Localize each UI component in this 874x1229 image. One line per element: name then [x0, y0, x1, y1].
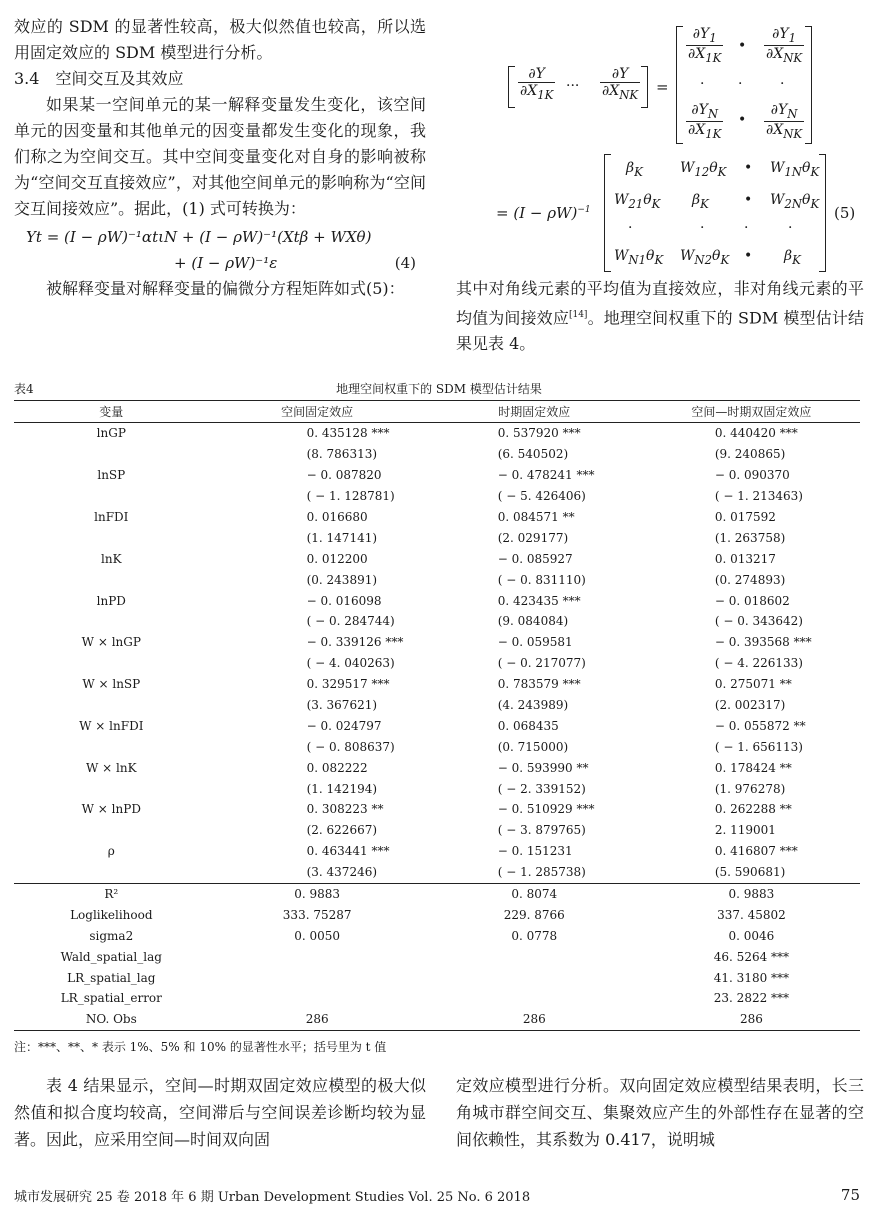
table-row: [14, 799, 860, 820]
coefficient-cell: − 0. 339126 ***: [306, 635, 404, 650]
statistic-name: LR_spatial_error: [60, 991, 162, 1006]
coefficient-cell: 0. 308223 **: [306, 802, 384, 817]
statistic-cell: 41. 3180 ***: [713, 970, 790, 985]
coefficient-cell: 0. 463441 ***: [306, 844, 390, 859]
statistic-cell: 229. 8766: [503, 907, 565, 922]
empty-cell: [14, 527, 209, 548]
coefficient-cell: 0. 084571 **: [497, 510, 575, 524]
effects-matrix: $\beta_K$ $W_{12}\theta_K$ • $W_{1N}\theta_K$ $W_{21}\theta_K$ $\beta_K$ • $W_{2N}\theta_K$ · · · · $W_{N1}\theta_K$ $W_{N2}\theta_K$ • $\beta_K$: [604, 154, 826, 272]
journal-info: 城市发展研究 25 卷 2018 年 6 期 Urban Development Studies Vol. 25 No. 6 2018: [14, 1190, 531, 1205]
left-column-bottom: [14, 1072, 426, 1153]
table-row: [14, 632, 860, 653]
table-title: 地理空间权重下的 SDM 模型估计结果: [336, 382, 542, 396]
variable-name: W × lnK: [86, 760, 137, 775]
column-header: 空间固定效应: [209, 401, 426, 423]
statistic-name: Loglikelihood: [70, 907, 153, 922]
statistic-cell: 286: [643, 1009, 860, 1030]
table-row: [14, 569, 860, 590]
results-table: [14, 400, 860, 1031]
t-value-cell: ( − 0. 808637): [306, 739, 395, 754]
coefficient-cell: 0. 440420 ***: [714, 426, 798, 441]
t-value-cell: ( − 5. 426406): [497, 489, 586, 504]
statistic-cell: [426, 988, 643, 1009]
statistic-name: sigma2: [89, 928, 134, 943]
statistic-cell: [209, 967, 426, 988]
coefficient-cell: − 0. 151231: [497, 844, 573, 859]
column-header: 时期固定效应: [426, 401, 643, 423]
t-value-cell: ( − 1. 656113): [714, 739, 803, 754]
table-row: [14, 862, 860, 883]
paragraph: 表 4 结果显示，空间—时期双固定效应模型的极大似然值和拟合度均较高，空间滞后与空间误差诊断均较为显著。因此，应采用空间—时间双向固: [14, 1076, 426, 1149]
table-row: [14, 486, 860, 507]
variable-name: lnSP: [97, 468, 126, 483]
t-value-cell: ( − 0. 343642): [714, 614, 803, 629]
t-value-cell: (3. 437246): [306, 865, 378, 880]
table-row: [14, 715, 860, 736]
empty-cell: [14, 486, 209, 507]
empty-cell: [14, 611, 209, 632]
table-note: 注：***、**、* 表示 1%、5% 和 10% 的显著性水平；括号里为 t 值: [14, 1040, 387, 1054]
t-value-cell: ( − 0. 284744): [306, 614, 395, 629]
table-row: [14, 904, 860, 925]
variable-name: W × lnPD: [81, 802, 141, 817]
coefficient-cell: − 0. 018602: [714, 593, 790, 608]
coefficient-cell: − 0. 393568 ***: [714, 635, 812, 650]
empty-cell: [14, 444, 209, 465]
jacobian-row-vector: $\frac{\partial Y}{\partial X_{1K}}$ ··· ∂Y $\partial X_{NK}$: [508, 66, 648, 110]
coefficient-cell: 0. 082222: [306, 760, 368, 775]
statistic-cell: [209, 946, 426, 967]
empty-cell: [14, 569, 209, 590]
jacobian-matrix: $\frac{\partial Y_1}{\partial X_{1K}}$ • $\partial Y_1$ $\partial X_{NK}$ · · · $\frac{\partial Y_N}{\partial X_{1K}}$ • $\partial Y_N$ $\partial X_{NK}$: [676, 26, 812, 144]
coefficient-cell: 0. 012200: [306, 551, 368, 566]
coefficient-cell: − 0. 593990 **: [497, 760, 589, 775]
table-row: [14, 590, 860, 611]
paragraph: 如果某一空间单元的某一解释变量发生变化，该空间单元的因变量和其他单元的因变量都发生变化的现象，我们称之为空间交互。其中空间变量变化对自身的影响被称为“空间交互直接效应”，对其他空间单元的影响称为“空间交互间接效应”。据此，(1) 式可转换为：: [14, 95, 426, 218]
statistic-cell: [426, 946, 643, 967]
empty-cell: [14, 820, 209, 841]
coefficient-cell: 0. 262288 **: [714, 802, 792, 817]
statistic-cell: [426, 967, 643, 988]
statistic-cell: 333. 75287: [282, 907, 352, 922]
coefficient-cell: 0. 423435 ***: [497, 593, 581, 608]
variable-name: lnK: [101, 551, 122, 566]
statistic-name: LR_spatial_lag: [67, 970, 156, 985]
table-row: [14, 988, 860, 1009]
t-value-cell: (0. 243891): [306, 572, 378, 587]
t-value-cell: (3. 367621): [306, 698, 378, 713]
coefficient-cell: 0. 537920 ***: [497, 426, 581, 441]
table-row: [14, 1009, 860, 1030]
table-header-row: [14, 401, 860, 423]
t-value-cell: (4. 243989): [497, 698, 569, 713]
t-value-cell: (2. 029177): [497, 530, 569, 545]
t-value-cell: (8. 786313): [306, 447, 378, 462]
coefficient-cell: − 0. 510929 ***: [497, 802, 595, 817]
equation-4-line2-text: + (I − ρW)⁻¹ε: [174, 254, 278, 272]
t-value-cell: (1. 142194): [306, 781, 378, 796]
t-value-cell: (0. 715000): [497, 739, 569, 754]
table-row: [14, 465, 860, 486]
t-value-cell: (2. 002317): [714, 698, 786, 713]
coefficient-cell: − 0. 087820: [306, 468, 382, 483]
paragraph-text: 其中对角线元素的平均值为直接效应，非对角线元素的平均值为间接效应: [456, 279, 864, 328]
coefficient-cell: 0. 013217: [714, 551, 776, 566]
coefficient-cell: − 0. 055872 **: [714, 718, 806, 733]
table-row: [14, 674, 860, 695]
statistic-cell: 286: [426, 1009, 643, 1030]
coefficient-cell: 0. 178424 **: [714, 760, 792, 775]
variable-name: lnPD: [96, 593, 126, 608]
column-header: 空间—时期双固定效应: [643, 401, 860, 423]
empty-cell: [14, 862, 209, 883]
statistic-cell: 0. 0050: [294, 928, 341, 943]
t-value-cell: (6. 540502): [497, 447, 569, 462]
equation-4-line1: Yt = (I − ρW)⁻¹αtιN + (I − ρW)⁻¹(Xtβ + WXθ): [26, 228, 372, 246]
table-row: [14, 925, 860, 946]
table-row: [14, 695, 860, 716]
variable-name: W × lnSP: [82, 677, 141, 692]
empty-cell: [14, 653, 209, 674]
coefficient-cell: − 0. 016098: [306, 593, 382, 608]
t-value-cell: (0. 274893): [714, 572, 786, 587]
t-value-cell: (1. 263758): [714, 530, 786, 545]
coefficient-cell: 0. 017592: [714, 510, 776, 524]
table-row: [14, 548, 860, 569]
page-number: 75: [840, 1186, 860, 1204]
column-header: 变量: [14, 401, 209, 423]
table-row: [14, 527, 860, 548]
citation: [14]: [568, 310, 588, 320]
paragraph: 定效应模型进行分析。双向固定效应模型结果表明，长三角城市群空间交互、集聚效应产生的外部性存在显著的空间依赖性，其系数为 0.417，说明城: [456, 1076, 864, 1149]
paragraph-text-end: 。地理空间权重下的 SDM 模型估计结果见表 4。: [456, 308, 864, 354]
coefficient-cell: − 0. 085927: [497, 551, 573, 566]
right-column: [456, 276, 864, 357]
coefficient-cell: 0. 783579 ***: [497, 677, 581, 692]
t-value-cell: (9. 084084): [497, 614, 569, 629]
variable-name: lnFDI: [94, 510, 129, 524]
coefficient-cell: 0. 068435: [497, 718, 559, 733]
coefficient-cell: 0. 275071 **: [714, 677, 792, 692]
statistic-cell: 0. 0778: [511, 928, 558, 943]
equation-number: (4): [394, 254, 416, 272]
variable-name: lnGP: [96, 426, 126, 441]
table-row: [14, 841, 860, 862]
table-row: [14, 967, 860, 988]
t-value-cell: (9. 240865): [714, 447, 786, 462]
table-row: [14, 507, 860, 528]
t-value-cell: (5. 590681): [714, 865, 786, 880]
statistic-cell: [209, 988, 426, 1009]
table-row: [14, 736, 860, 757]
coefficient-cell: 0. 435128 ***: [306, 426, 390, 441]
t-value-cell: (1. 976278): [714, 781, 786, 796]
statistic-cell: 46. 5264 ***: [713, 949, 790, 964]
equation-number: (5): [834, 204, 856, 222]
t-value-cell: ( − 1. 285738): [497, 865, 586, 880]
statistic-cell: 0. 9883: [643, 883, 860, 904]
statistic-name: NO. Obs: [14, 1009, 209, 1030]
equation-4-line2: [26, 250, 426, 276]
t-value-cell: (1. 147141): [306, 530, 378, 545]
t-value-cell: ( − 4. 040263): [306, 656, 395, 671]
statistic-cell: 0. 9883: [209, 883, 426, 904]
paragraph: 被解释变量对解释变量的偏微分方程矩阵如式(5)：: [46, 279, 405, 298]
table-row: [14, 946, 860, 967]
coefficient-cell: − 0. 090370: [714, 468, 790, 483]
table-row: [14, 611, 860, 632]
t-value-cell: 2. 119001: [714, 823, 776, 838]
left-column: [14, 14, 426, 302]
table-label: 表4: [14, 382, 34, 396]
table-row: [14, 883, 860, 904]
table-row: [14, 423, 860, 444]
t-value-cell: ( − 3. 879765): [497, 823, 586, 838]
t-value-cell: (2. 622667): [306, 823, 378, 838]
empty-cell: [14, 736, 209, 757]
paragraph: [456, 276, 864, 357]
t-value-cell: ( − 4. 226133): [714, 656, 803, 671]
variable-name: ρ: [107, 844, 115, 859]
t-value-cell: ( − 1. 128781): [306, 489, 395, 504]
t-value-cell: ( − 1. 213463): [714, 489, 803, 504]
coefficient-cell: − 0. 478241 ***: [497, 468, 595, 483]
page-footer: [14, 1186, 860, 1205]
equation-4: [14, 224, 426, 276]
right-column-bottom: [456, 1072, 864, 1153]
coefficient-cell: 0. 016680: [306, 510, 368, 524]
statistic-name: R²: [14, 883, 209, 904]
variable-name: W × lnGP: [81, 635, 141, 650]
table-row: [14, 653, 860, 674]
coefficient-cell: − 0. 059581: [497, 635, 573, 650]
statistic-cell: 0. 0046: [728, 928, 775, 943]
t-value-cell: ( − 0. 831110): [497, 572, 586, 587]
table-row: [14, 444, 860, 465]
coefficient-cell: 0. 416807 ***: [714, 844, 798, 859]
statistic-name: Wald_spatial_lag: [60, 949, 162, 964]
empty-cell: [14, 778, 209, 799]
table-row: [14, 778, 860, 799]
statistic-cell: 23. 2822 ***: [713, 991, 790, 1006]
coefficient-cell: 0. 329517 ***: [306, 677, 390, 692]
section-heading: 3.4 空间交互及其效应: [14, 69, 184, 88]
paragraph: 效应的 SDM 的显著性较高，极大似然值也较高，所以选用固定效应的 SDM 模型进行分析。: [14, 17, 426, 62]
statistic-cell: 286: [209, 1009, 426, 1030]
coefficient-cell: − 0. 024797: [306, 718, 382, 733]
t-value-cell: ( − 2. 339152): [497, 781, 586, 796]
t-value-cell: ( − 0. 217077): [497, 656, 586, 671]
empty-cell: [14, 695, 209, 716]
variable-name: W × lnFDI: [79, 718, 144, 733]
table-row: [14, 757, 860, 778]
statistic-cell: 0. 8074: [426, 883, 643, 904]
table-row: [14, 820, 860, 841]
statistic-cell: 337. 45802: [717, 907, 786, 922]
